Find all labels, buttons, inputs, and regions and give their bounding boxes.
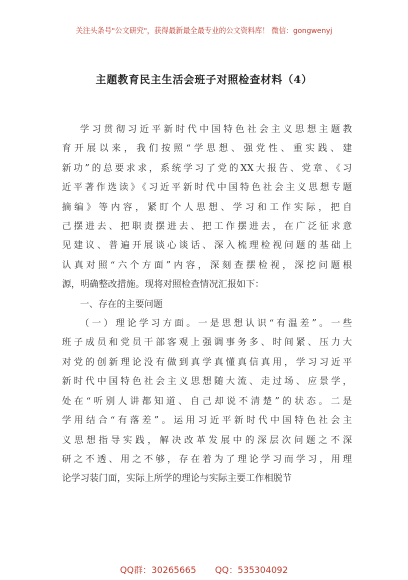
- text-line: 源，明确整改措施。现将对照检查情况汇报如下：: [62, 279, 265, 291]
- theory-study-paragraph: [62, 314, 352, 489]
- text-line: 对党的创新理论没有做到真学真懂真信真用，学习习近平: [62, 356, 352, 368]
- text-line: 处在“听别人讲都知道、自己却说不清楚”的状态。二是: [62, 395, 352, 407]
- footer-qq: QQ：535304092: [214, 566, 289, 576]
- text-line: 班子成员和党员干部客观上强调事务多、时间紧、压力大: [62, 337, 352, 349]
- text-line: 研之不透、用之不够，存在着为了理论学习而学习，用理: [62, 453, 352, 465]
- text-line: 学用结合“有落差”。运用习近平新时代中国特色社会主: [62, 415, 352, 427]
- header-banner: 关注头条号"公文研究"，获得最新最全最专业的公文资料库！ 微信：gongwenyj: [75, 26, 333, 35]
- footer-qq-group: QQ群：30265665: [119, 566, 197, 576]
- text-line: 育开展以来，我们按照“学思想、强党性、重实践、建: [62, 143, 352, 155]
- text-line: 新时代中国特色社会主义思想随大流、走过场、应景学，: [62, 376, 352, 388]
- document-body: [62, 120, 352, 489]
- text-line: 认真对照“六个方面”内容，深刻查摆检视，深挖问题根: [62, 259, 352, 271]
- text-line: 见建议、普遍开展谈心谈话、深入梳理检视问题的基础上: [62, 240, 352, 252]
- text-line: 学习贯彻习近平新时代中国特色社会主义思想主题教: [80, 124, 352, 135]
- text-line: 摘编》等内容，紧盯个人思想、学习和工作实际，把自: [62, 201, 352, 213]
- text-line: 新功”的总要求求，系统学习了党的XX大报告、党章、《习: [62, 162, 352, 174]
- text-line: （一）理论学习方面。一是思想认识“有温差”。一些: [80, 318, 352, 330]
- text-line: 义思想指导实践，解决改革发展中的深层次问题之不深: [62, 434, 352, 446]
- text-line: 近平著作选读》《习近平新时代中国特色社会主义思想专题: [62, 182, 352, 194]
- text-line: 论学习装门面，实际上所学的理论与实际主要工作相脱节: [62, 473, 292, 485]
- text-line: 己摆进去、把职责摆进去、把工作摆进去，在广泛征求意: [62, 221, 352, 233]
- footer: [0, 563, 408, 576]
- document-title: 主题教育民主生活会班子对照检查材料（4）: [95, 74, 313, 86]
- section-heading: 一、存在的主要问题: [80, 298, 163, 310]
- intro-paragraph: [62, 120, 352, 295]
